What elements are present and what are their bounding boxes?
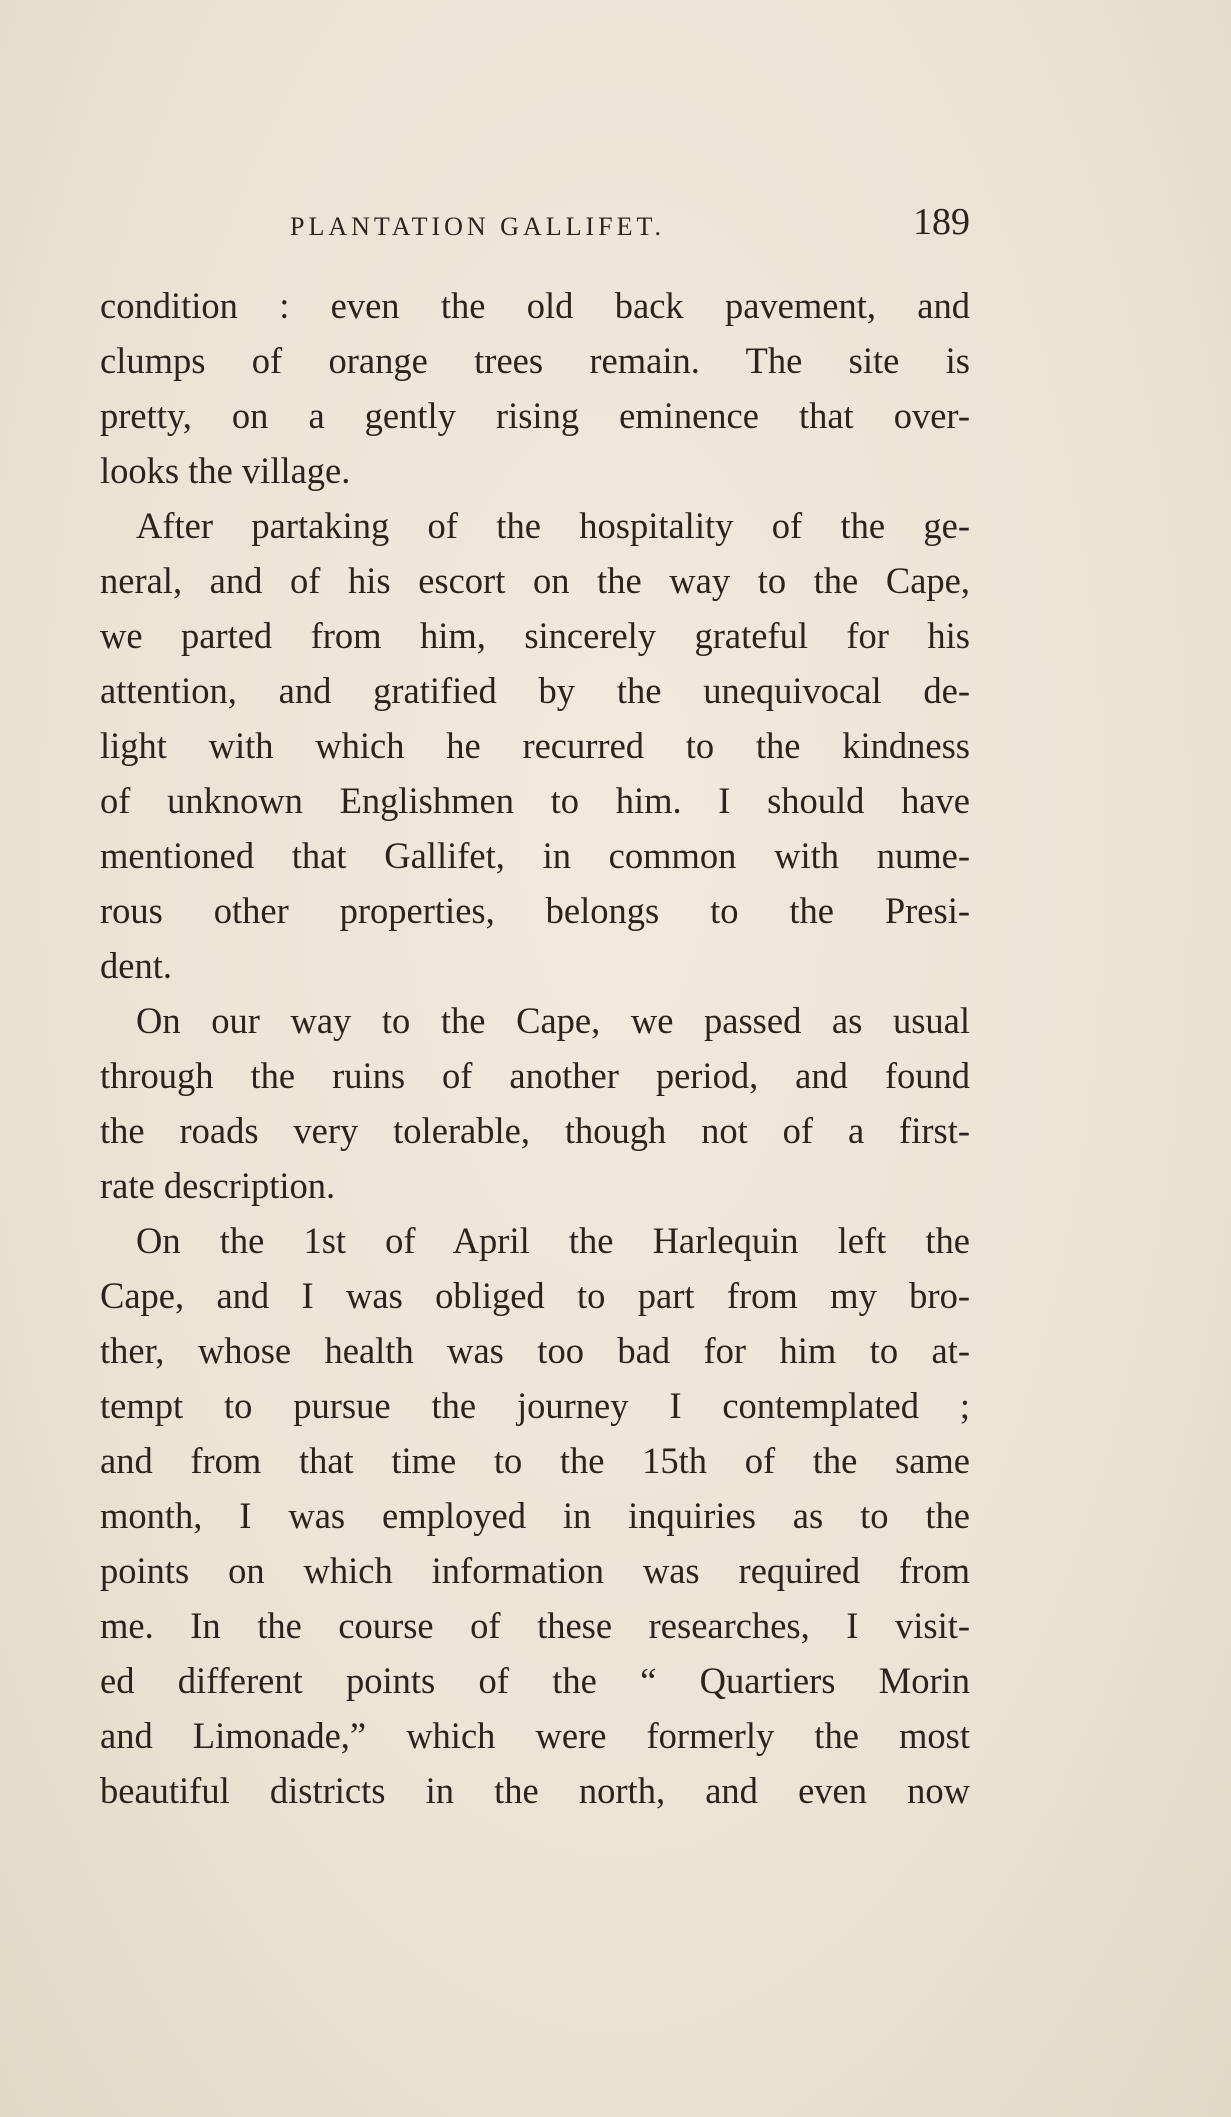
text-line: and Limonade,” which were formerly the most [100,1715,970,1756]
running-head [100,200,970,250]
text-line: On our way to the Cape, we passed as usual [136,1000,970,1041]
text-line: light with which he recurred to the kindness [100,725,970,766]
text-line: dent. [100,945,172,986]
text-line: attention, and gratified by the unequivocal de- [100,670,970,711]
paragraph [100,498,970,993]
text-line: looks the village. [100,450,351,491]
running-title: PLANTATION GALLIFET. [290,212,665,241]
text-line: and from that time to the 15th of the same [100,1440,970,1481]
text-line: we parted from him, sincerely grateful for his [100,615,970,656]
text-line: condition : even the old back pavement, and [100,285,970,326]
text-line: beautiful districts in the north, and even now [100,1770,970,1811]
text-line: On the 1st of April the Harlequin left the [136,1220,970,1261]
paragraph [100,993,970,1213]
text-line: ther, whose health was too bad for him to at- [100,1330,970,1371]
text-line: clumps of orange trees remain. The site is [100,340,970,381]
text-line: the roads very tolerable, though not of a first- [100,1110,970,1151]
text-line: Cape, and I was obliged to part from my bro- [100,1275,970,1316]
text-line: neral, and of his escort on the way to the Cape, [100,560,970,601]
text-line: me. In the course of these researches, I visit- [100,1605,970,1646]
text-line: rate description. [100,1165,336,1206]
text-line: pretty, on a gently rising eminence that over- [100,395,970,436]
text-line: of unknown Englishmen to him. I should have [100,780,970,821]
text-line: After partaking of the hospitality of the ge- [136,505,970,546]
text-line: mentioned that Gallifet, in common with nume- [100,835,970,876]
text-line: month, I was employed in inquiries as to the [100,1495,970,1536]
text-line: rous other properties, belongs to the Presi- [100,890,970,931]
body-text [100,278,970,1818]
text-line: ed different points of the “ Quartiers Morin [100,1660,970,1701]
paragraph [100,278,970,498]
page-number: 189 [913,201,970,243]
text-line: tempt to pursue the journey I contemplated ; [100,1385,970,1426]
text-line: points on which information was required from [100,1550,970,1591]
paragraph [100,1213,970,1818]
text-line: through the ruins of another period, and found [100,1055,970,1096]
